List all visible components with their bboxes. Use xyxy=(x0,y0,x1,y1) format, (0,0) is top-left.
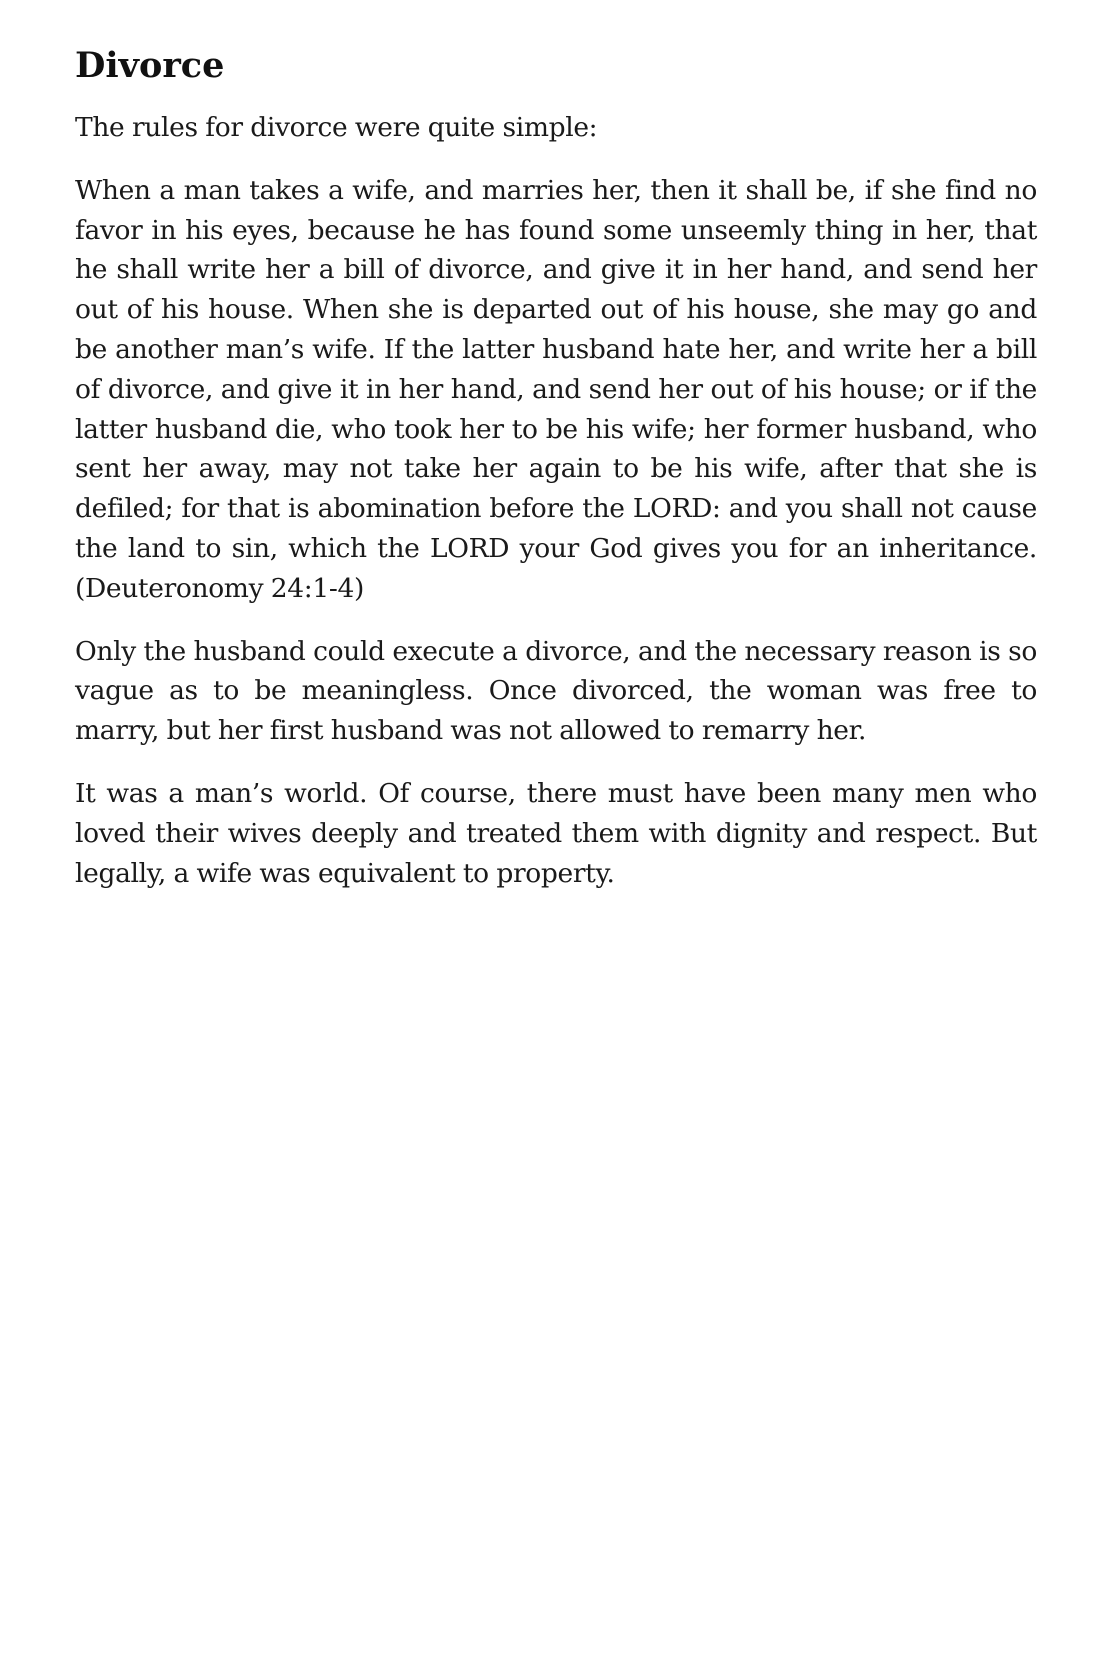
section-heading: Divorce xyxy=(75,45,225,86)
document-page xyxy=(75,38,1037,916)
commentary-paragraph: Only the husband could execute a divorce, and the necessary reason is so vague as to be meaningless. Once divorced, the woman was free to marry, but her first husband was not allowed to remarry her. xyxy=(75,635,1037,747)
closing-paragraph: It was a man’s world. Of course, there must have been many men who loved their wives deeply and treated them with dignity and respect. But legally, a wife was equivalent to property. xyxy=(75,777,1037,889)
scripture-quote-paragraph: When a man takes a wife, and marries her, then it shall be, if she find no favor in his eyes, because he has found some unseemly thing in her, that he shall write her a bill of divorce, and give it in her hand, and send her out of his house. When she is departed out of his house, she may go and be another man’s wife. If the latter husband hate her, and write her a bill of divorce, and give it in her hand, and send her out of his house; or if the latter husband die, who took her to be his wife; her former husband, who sent her away, may not take her again to be his wife, after that she is defiled; for that is abomination before the LORD: and you shall not cause the land to sin, which the LORD your God gives you for an inheritance. (Deuteronomy 24:1-4) xyxy=(75,174,1037,604)
intro-paragraph: The rules for divorce were quite simple: xyxy=(75,112,598,143)
